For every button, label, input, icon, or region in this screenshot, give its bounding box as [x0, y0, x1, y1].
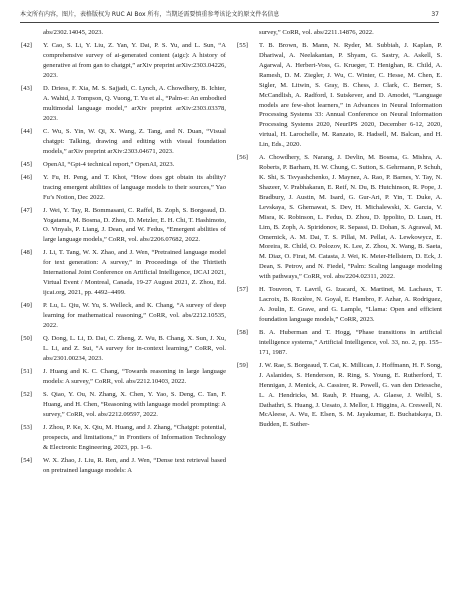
reference-number: [45] [21, 160, 32, 168]
reference-entry [21, 423, 226, 453]
reference-text: J. Huang and K. C. Chang, “Towards reasoning in large language models: A survey,” CoRR, vol. abs/2212.10403, 2022. [43, 367, 226, 385]
reference-number: [46] [21, 173, 32, 181]
reference-text: H. Touvron, T. Lavril, G. Izacard, X. Martinet, M. Lachaux, T. Lacroix, B. Rozière, N. Goyal, E. Hambro, F. Azhar, A. Rodriguez, A. Joulin, E. Grave, and G. Lample, “Llama: Open and efficient foundation language models,” CoRR, 2023. [259, 286, 442, 323]
reference-text: C. Wu, S. Yin, W. Qi, X. Wang, Z. Tang, and N. Duan, “Visual chatgpt: Talking, drawing and editing with visual foundation models,” arXiv preprint arXiv:2303.04671, 2023. [43, 127, 226, 155]
reference-entry [237, 285, 442, 325]
page-header [20, 9, 439, 21]
left-column-references [21, 28, 226, 593]
reference-entry [237, 328, 442, 358]
right-column-references [237, 28, 442, 593]
reference-number: [54] [21, 456, 32, 464]
reference-entry [21, 127, 226, 157]
reference-text: T. B. Brown, B. Mann, N. Ryder, M. Subbiah, J. Kaplan, P. Dhariwal, A. Neelakantan, P. Shyam, G. Sastry, A. Askell, S. Agarwal, A. Herbert-Voss, G. Krueger, T. Henighan, R. Child, A. Ramesh, D. M. Ziegler, J. Wu, C. Winter, C. Hesse, M. Chen, E. Sigler, M. Litwin, S. Gray, B. Chess, J. Clark, C. Berner, S. McCandlish, A. Radford, I. Sutskever, and D. Amodei, “Language models are few-shot learners,” in Advances in Neural Information Processing Systems 33: Annual Conference on Neural Information Processing Systems 2020, NeurIPS 2020, December 6-12, 2020, virtual, H. Larochelle, M. Ranzato, R. Hadsell, M. Balcan, and H. Lin, Eds., 2020. [259, 42, 442, 149]
reference-text: D. Driess, F. Xia, M. S. Sajjadi, C. Lynch, A. Chowdhery, B. Ichter, A. Wahid, J. Tompson, Q. Vuong, T. Yu et al., “Palm-e: An embodied multimodal language model,” arXiv preprint arXiv:2303.03378, 2023. [43, 84, 226, 122]
reference-text: survey,” CoRR, vol. abs/2211.14876, 2022. [259, 29, 374, 36]
reference-number: [51] [21, 367, 32, 375]
reference-entry [21, 334, 226, 364]
reference-number: [42] [21, 42, 32, 50]
reference-entry [237, 28, 442, 38]
reference-text: S. Qiao, Y. Ou, N. Zhang, X. Chen, Y. Yao, S. Deng, C. Tan, F. Huang, and H. Chen, “Reasoning with language model prompting: A survey,” CoRR, vol. abs/2212.09597, 2022. [43, 390, 226, 418]
copyright-notice: 本文所有内容，图片，表格版权为 RUC AI Box 所有，当期还需要慎重参考该论文的原文件名信息 [20, 11, 280, 18]
reference-entry [21, 367, 226, 387]
reference-text: B. A. Huberman and T. Hogg, “Phase transitions in artificial intelligence systems,” Artificial Intelligence, vol. 33, no. 2, pp. 155–171, 1987. [259, 329, 442, 356]
reference-number: [48] [21, 249, 32, 257]
reference-text: Q. Dong, L. Li, D. Dai, C. Zheng, Z. Wu, B. Chang, X. Sun, J. Xu, L. Li, and Z. Sui, “A survey for in-context learning,” CoRR, vol. abs/2301.00234, 2023. [43, 335, 226, 362]
reference-text: J. W. Rae, S. Borgeaud, T. Cai, K. Millican, J. Hoffmann, H. F. Song, J. Aslanides, S. Henderson, R. Ring, S. Young, E. Rutherford, T. Hennigan, J. Menick, A. Cassirer, R. Powell, G. van den Driessche, L. A. Hendricks, M. Rauh, P. Huang, A. Glaese, J. Welbl, S. Dathathri, S. Huang, J. Uesato, J. Mellor, I. Higgins, A. Creswell, N. McAleese, A. Wu, E. Elsen, S. M. Jayakumar, E. Buchatskaya, D. Budden, E. Suther- [259, 361, 442, 429]
reference-number: [58] [237, 329, 248, 337]
reference-number: [49] [21, 302, 32, 310]
reference-entry [21, 456, 226, 476]
reference-number: [56] [237, 154, 248, 162]
reference-number: [53] [21, 423, 32, 431]
reference-entry [237, 41, 442, 150]
header-rule [20, 22, 439, 23]
reference-number: [50] [21, 335, 32, 343]
reference-entry [237, 361, 442, 430]
reference-number: [55] [237, 42, 248, 50]
reference-number: [57] [237, 286, 248, 294]
reference-text: abs/2302.14045, 2023. [43, 29, 104, 36]
reference-number: [59] [237, 361, 248, 369]
reference-text: Y. Cao, S. Li, Y. Liu, Z. Yan, Y. Dai, P. S. Yu, and L. Sun, “A comprehensive survey of ai-generated content (aigc): A history of generative ai from gan to chatgpt,” arXiv preprint arXiv:2303.04226, 2023. [43, 42, 226, 79]
reference-entry [21, 84, 226, 124]
reference-number: [52] [21, 390, 32, 398]
reference-entry [21, 41, 226, 81]
reference-entry [21, 206, 226, 246]
reference-text: OpenAI, “Gpt-4 technical report,” OpenAI, 2023. [43, 160, 175, 168]
reference-entry [21, 248, 226, 298]
reference-text: J. Li, T. Tang, W. X. Zhao, and J. Wen, “Pretrained language model for text generation: A survey,” in Proceedings of the Thirtieth International Joint Conference on Artificial Intelligence, IJCAI 2021, Virtual Event / Montreal, Canada, 19-27 August 2021, Z. Zhou, Ed. ijcai.org, 2021, pp. 4492–4499. [43, 249, 226, 297]
reference-entry [21, 390, 226, 420]
reference-entry [21, 173, 226, 203]
reference-text: A. Chowdhery, S. Narang, J. Devlin, M. Bosma, G. Mishra, A. Roberts, P. Barham, H. W. Chung, C. Sutton, S. Gehrmann, P. Schuh, K. Shi, S. Tsvyashchenko, J. Maynez, A. Rao, P. Barnes, Y. Tay, N. Shazeer, V. Prabhakaran, E. Reif, N. Du, B. Hutchinson, R. Pope, J. Bradbury, J. Austin, M. Isard, G. Gur-Ari, P. Yin, T. Duke, A. Levskaya, S. Ghemawat, S. Dev, H. Michalewski, X. Garcia, V. Misra, K. Robinson, L. Fedus, D. Zhou, D. Ippolito, D. Luan, H. Lim, B. Zoph, A. Spiridonov, R. Sepassi, D. Dohan, S. Agrawal, M. Omernick, A. M. Dai, T. S. Pillai, M. Pellat, A. Lewkowycz, E. Moreira, R. Child, O. Polozov, K. Lee, Z. Zhou, X. Wang, B. Saeta, M. Diaz, O. Firat, M. Catasta, J. Wei, K. Meier-Hellstern, D. Eck, J. Dean, S. Petrov, and N. Fiedel, “Palm: Scaling language modeling with pathways,” CoRR, vol. abs/2204.02311, 2022. [259, 154, 442, 281]
reference-number: [44] [21, 127, 32, 135]
reference-text: P. Lu, L. Qiu, W. Yu, S. Welleck, and K. Chang, “A survey of deep learning for mathematical reasoning,” CoRR, vol. abs/2212.10535, 2022. [43, 302, 226, 329]
reference-text: Y. Fu, H. Peng, and T. Khot, “How does gpt obtain its ability? tracing emergent abilities of language models to their sources,” Yao Fu’s Notion, Dec 2022. [43, 173, 226, 201]
reference-entry [21, 160, 226, 170]
reference-text: J. Wei, Y. Tay, R. Bommasani, C. Raffel, B. Zoph, S. Borgeaud, D. Yogatama, M. Bosma, D. Zhou, D. Metzler, E. H. Chi, T. Hashimoto, O. Vinyals, P. Liang, J. Dean, and W. Fedus, “Emergent abilities of large language models,” CoRR, vol. abs/2206.07682, 2022. [43, 206, 226, 244]
reference-text: J. Zhou, P. Ke, X. Qiu, M. Huang, and J. Zhang, “Chatgpt: potential, prospects, and limitations,” in Frontiers of Information Technology & Electronic Engineering, 2023, pp. 1–6. [43, 423, 226, 451]
reference-entry [21, 301, 226, 331]
reference-text: W. X. Zhao, J. Liu, R. Ren, and J. Wen, “Dense text retrieval based on pretrained language models: A [43, 456, 226, 474]
reference-number: [47] [21, 206, 32, 214]
reference-number: [43] [21, 84, 32, 92]
reference-entry [21, 28, 226, 38]
page-number: 37 [431, 11, 439, 18]
reference-entry [237, 153, 442, 282]
